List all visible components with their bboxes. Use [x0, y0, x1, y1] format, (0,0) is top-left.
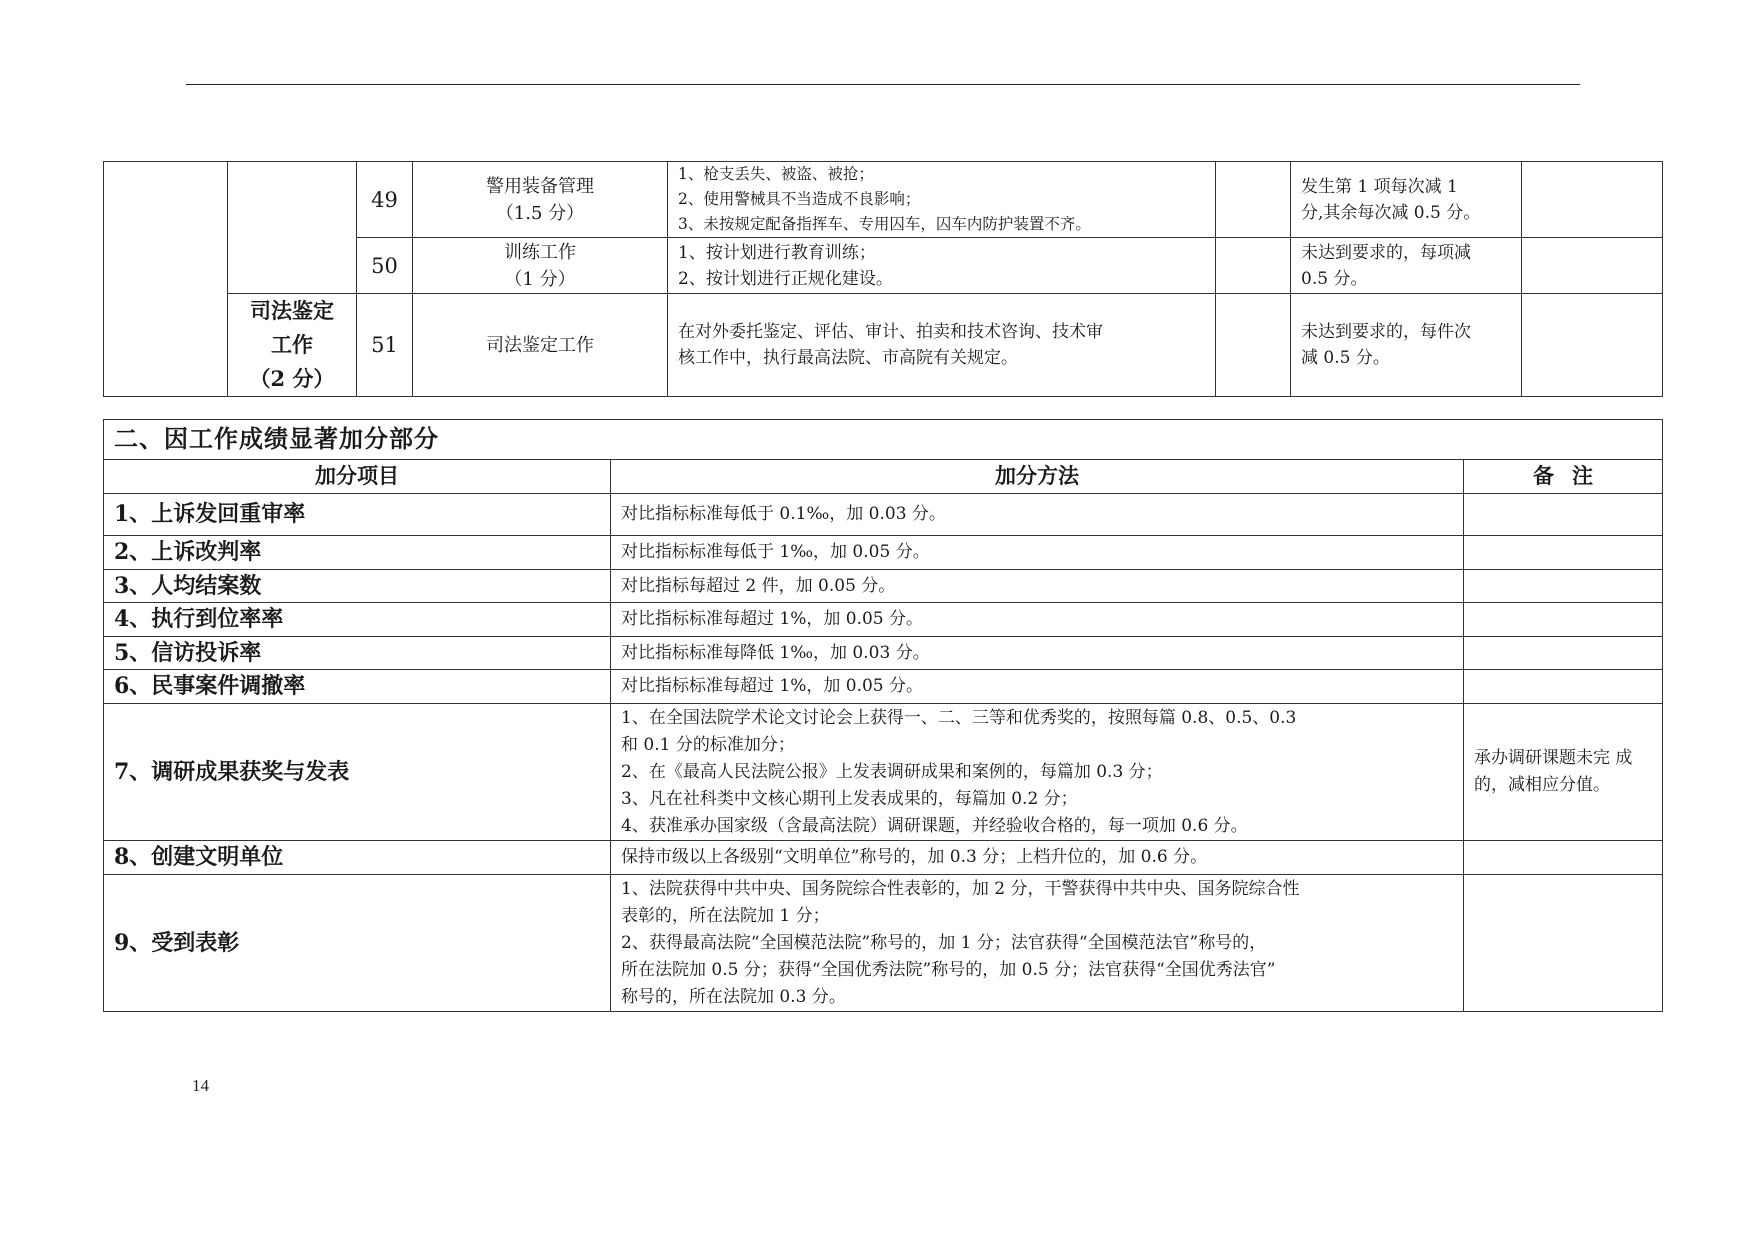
- bonus-method: [611, 637, 1464, 670]
- note-cell: [1464, 670, 1663, 704]
- deduction-cell: [1291, 294, 1522, 397]
- criteria-cell: [668, 162, 1216, 238]
- row-number: 50: [357, 238, 413, 294]
- method-line: 2、获得最高法院“全国模范法院”称号的，加 1 分；法官获得“全国模范法官”称号的，: [621, 932, 1267, 953]
- item-name: [413, 238, 668, 294]
- note-cell: [1464, 704, 1663, 841]
- item-score-line: （1.5 分）: [495, 202, 585, 224]
- table-row: [104, 162, 1663, 238]
- method-line: 所在法院加 0.5 分；获得“全国优秀法院”称号的，加 0.5 分；法官获得“全国优秀法官”: [621, 959, 1276, 980]
- note-line: 承办调研课题未完: [1474, 748, 1610, 768]
- bonus-item: 1、上诉发回重审率: [104, 494, 611, 536]
- row-number: 51: [357, 294, 413, 397]
- deduction-line: 减 0.5 分。: [1301, 348, 1390, 368]
- blank-cell: [1522, 294, 1663, 397]
- bonus-method: [611, 841, 1464, 875]
- category-cell: [228, 294, 357, 397]
- bonus-method: [611, 603, 1464, 637]
- criteria-line: 在对外委托鉴定、评估、审计、拍卖和技术咨询、技术审: [678, 322, 1103, 342]
- category-line: 司法鉴定: [250, 298, 334, 323]
- bonus-item: 3、人均结案数: [104, 570, 611, 603]
- method-line: 4、获准承办国家级（含最高法院）调研课题，并经验收合格的，每一项加 0.6 分。: [621, 815, 1248, 836]
- method-line: 保持市级以上各级别“文明单位”称号的，加 0.3 分；上档升位的，加 0.6 分。: [621, 847, 1208, 867]
- note-line: 成的，减相应分值。: [1474, 748, 1633, 795]
- deduction-table: [103, 161, 1663, 397]
- method-line: 3、凡在社科类中文核心期刊上发表成果的，每篇加 0.2 分；: [621, 788, 1078, 809]
- note-cell: [1464, 841, 1663, 875]
- deduction-cell: [1291, 162, 1522, 238]
- bonus-method: [611, 536, 1464, 570]
- criteria-line: 2、按计划进行正规化建设。: [678, 268, 893, 289]
- item-name-line: 司法鉴定工作: [486, 334, 594, 356]
- table-row: [104, 570, 1663, 603]
- table-row: [104, 875, 1663, 1012]
- item-name: [413, 294, 668, 397]
- bonus-item: 2、上诉改判率: [104, 536, 611, 570]
- note-cell: [1464, 637, 1663, 670]
- bonus-item: 4、执行到位率率: [104, 603, 611, 637]
- bonus-method: [611, 670, 1464, 704]
- bonus-method: [611, 875, 1464, 1012]
- method-line: 对比指标标准每低于 0.1‰，加 0.03 分。: [621, 504, 946, 524]
- category-line: （2 分）: [249, 366, 335, 391]
- section-title-row: [104, 420, 1663, 460]
- note-cell: [1464, 875, 1663, 1012]
- section-title: 二、因工作成绩显著加分部分: [104, 420, 1663, 460]
- row-number: 49: [357, 162, 413, 238]
- method-line: 称号的，所在法院加 0.3 分。: [621, 986, 846, 1007]
- category-line: 工作: [271, 332, 313, 357]
- method-line: 表彰的，所在法院加 1 分；: [621, 905, 830, 926]
- bonus-item: 8、创建文明单位: [104, 841, 611, 875]
- criteria-cell: [668, 294, 1216, 397]
- criteria-cell: [668, 238, 1216, 294]
- blank-cell: [1216, 294, 1291, 397]
- item-score-line: （1 分）: [504, 268, 576, 290]
- item-name-line: 警用装备管理: [486, 175, 594, 197]
- bonus-method: [611, 570, 1464, 603]
- table-row: [104, 841, 1663, 875]
- table-row: [104, 494, 1663, 536]
- bonus-item: 7、调研成果获奖与发表: [104, 704, 611, 841]
- page-number: 14: [192, 1076, 209, 1095]
- method-line: 1、在全国法院学术论文讨论会上获得一、二、三等和优秀奖的，按照每篇 0.8、0.5、0.3: [621, 707, 1297, 728]
- note-cell: [1464, 603, 1663, 637]
- bonus-item: 9、受到表彰: [104, 875, 611, 1012]
- bonus-item: 5、信访投诉率: [104, 637, 611, 670]
- bonus-method: [611, 494, 1464, 536]
- criteria-line: 1、枪支丢失、被盗、被抢；: [678, 165, 874, 183]
- item-name: [413, 162, 668, 238]
- table-row: [104, 637, 1663, 670]
- header-row: [104, 460, 1663, 494]
- table-row: [104, 670, 1663, 704]
- method-line: 和 0.1 分的标准加分；: [621, 734, 795, 755]
- table-row: [104, 294, 1663, 397]
- table-row: [104, 603, 1663, 637]
- blank-cell: [1522, 238, 1663, 294]
- blank-cell: [1216, 238, 1291, 294]
- method-line: 对比指标每超过 2 件，加 0.05 分。: [621, 575, 896, 596]
- method-line: 对比指标标准每降低 1‰，加 0.03 分。: [621, 642, 930, 663]
- note-cell: [1464, 536, 1663, 570]
- blank-cell: [228, 162, 357, 294]
- method-line: 对比指标标准每超过 1%，加 0.05 分。: [621, 609, 924, 629]
- criteria-line: 1、按计划进行教育训练；: [678, 242, 876, 263]
- method-line: 2、在《最高人民法院公报》上发表调研成果和案例的，每篇加 0.3 分；: [621, 761, 1163, 782]
- deduction-cell: [1291, 238, 1522, 294]
- column-header-method: 加分方法: [611, 460, 1464, 494]
- method-line: 1、法院获得中共中央、国务院综合性表彰的，加 2 分，干警获得中共中央、国务院综合性: [621, 878, 1300, 899]
- bonus-method: [611, 704, 1464, 841]
- bonus-item: 6、民事案件调撤率: [104, 670, 611, 704]
- bonus-table: [103, 419, 1663, 1012]
- method-line: 对比指标标准每低于 1‰，加 0.05 分。: [621, 542, 930, 562]
- criteria-line: 3、未按规定配备指挥车、专用囚车，囚车内防护装置不齐。: [678, 215, 1091, 233]
- criteria-line: 核工作中，执行最高法院、市高院有关规定。: [678, 348, 1018, 368]
- note-cell: [1464, 570, 1663, 603]
- deduction-line: 未达到要求的，每项减: [1301, 242, 1471, 263]
- table-row: [104, 536, 1663, 570]
- deduction-line: 未达到要求的，每件次: [1301, 322, 1471, 342]
- note-cell: [1464, 494, 1663, 536]
- column-header-note: 备注: [1464, 460, 1663, 494]
- blank-cell: [1216, 162, 1291, 238]
- column-header-item: 加分项目: [104, 460, 611, 494]
- deduction-line: 分,其余每次减 0.5 分。: [1301, 202, 1481, 223]
- method-line: 对比指标标准每超过 1%，加 0.05 分。: [621, 676, 924, 696]
- deduction-line: 发生第 1 项每次减 1: [1301, 176, 1458, 197]
- blank-cell: [104, 162, 228, 397]
- blank-cell: [1522, 162, 1663, 238]
- header-rule: [186, 84, 1580, 85]
- deduction-line: 0.5 分。: [1301, 268, 1368, 289]
- item-name-line: 训练工作: [504, 241, 576, 263]
- table-row: [104, 704, 1663, 841]
- criteria-line: 2、使用警械具不当造成不良影响；: [678, 190, 921, 208]
